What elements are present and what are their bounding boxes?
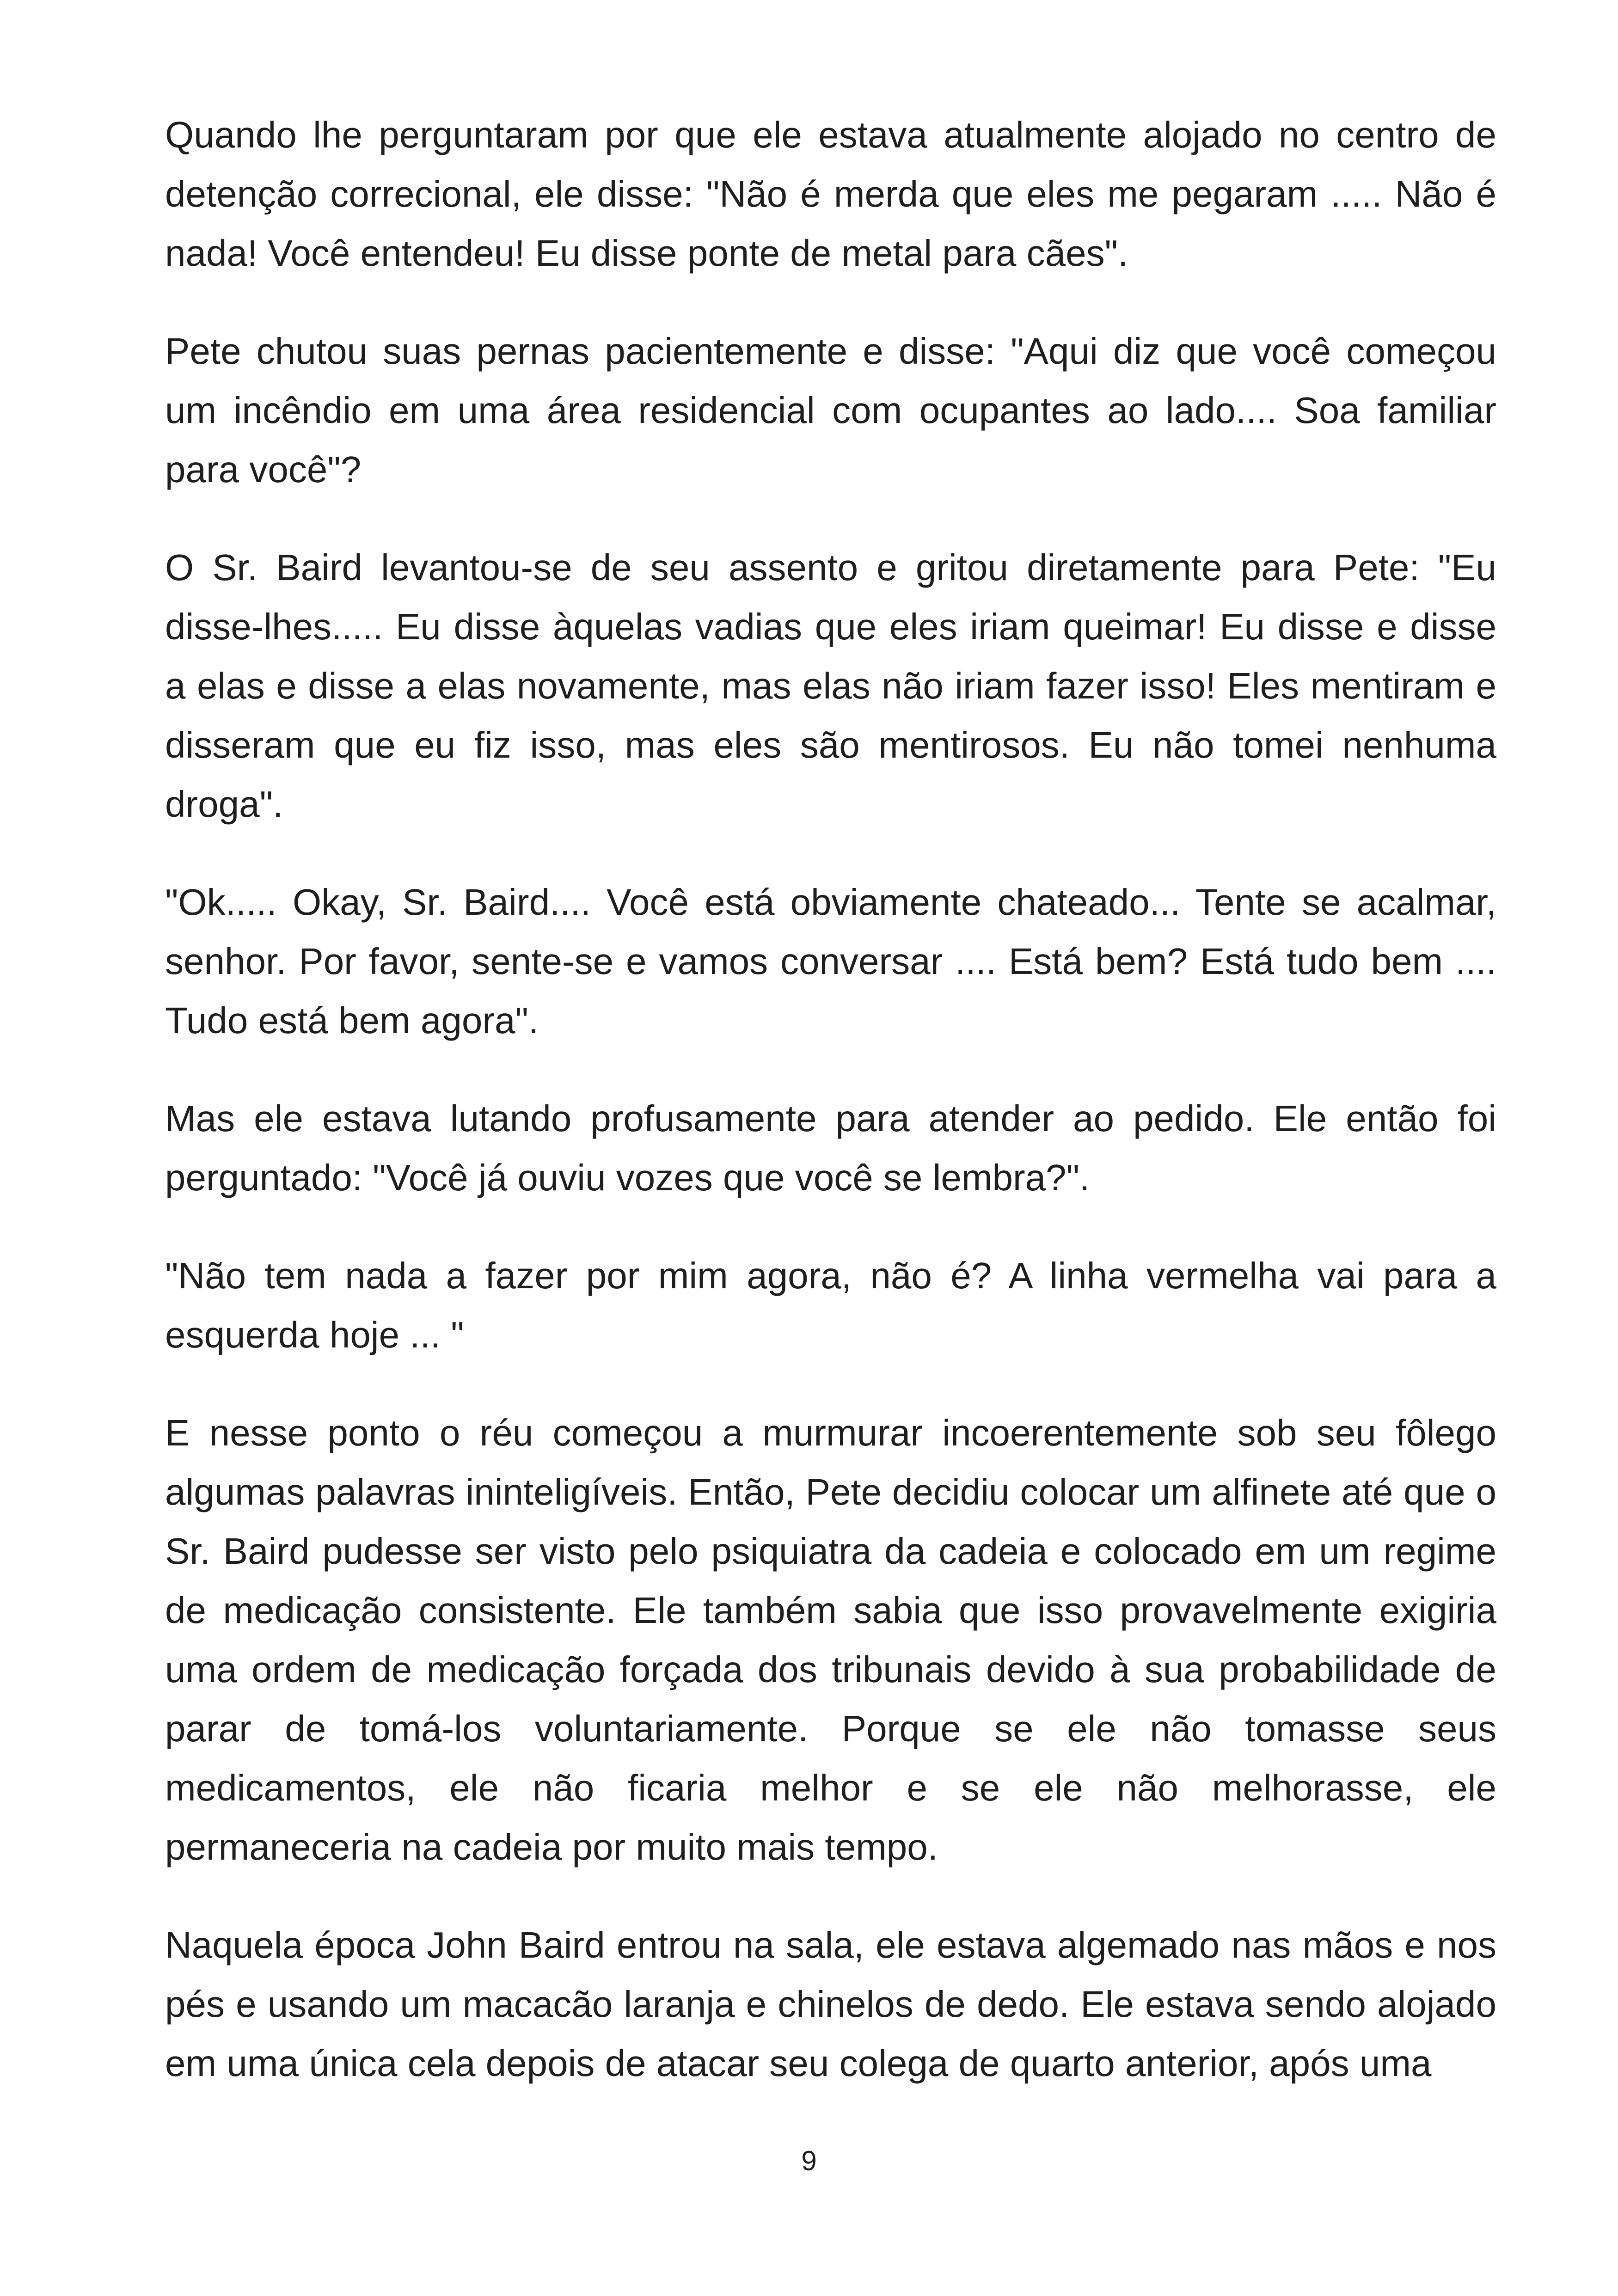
paragraph-5: Mas ele estava lutando profusamente para atender ao pedido. Ele então foi perguntado: "Você já ouviu vozes que você se lembra?".	[165, 1098, 1496, 1198]
page-number: 9	[801, 2145, 817, 2176]
paragraph-3: O Sr. Baird levantou-se de seu assento e gritou diretamente para Pete: "Eu disse-lhes..... Eu disse àquelas vadias que eles iriam queimar! Eu disse e disse a elas e disse a elas novamente, mas elas não iriam fazer isso! Eles mentiram e disseram que eu fiz isso, mas eles são mentirosos. Eu não tomei nenhuma droga".	[165, 547, 1496, 825]
paragraph-6: "Não tem nada a fazer por mim agora, não é? A linha vermelha vai para a esquerda hoje ... "	[165, 1255, 1496, 1355]
paragraph-2: Pete chutou suas pernas pacientemente e disse: "Aqui diz que você começou um incêndio em uma área residencial com ocupantes ao lado.... Soa familiar para você"?	[165, 331, 1496, 490]
body-text	[165, 105, 1496, 2132]
paragraph-7: E nesse ponto o réu começou a murmurar incoerentemente sob seu fôlego algumas palavras ininteligíveis. Então, Pete decidiu colocar um alfinete até que o Sr. Baird pudesse ser visto pelo psiquiatra da cadeia e colocado em um regime de medicação consistente. Ele também sabia que isso provavelmente exigiria uma ordem de medicação forçada dos tribunais devido à sua probabilidade de parar de tomá-los voluntariamente. Porque se ele não tomasse seus medicamentos, ele não ficaria melhor e se ele não melhorasse, ele permaneceria na cadeia por muito mais tempo.	[165, 1412, 1496, 1867]
paragraph-1: Quando lhe perguntaram por que ele estava atualmente alojado no centro de detenção correcional, ele disse: "Não é merda que eles me pegaram ..... Não é nada! Você entendeu! Eu disse ponte de metal para cães".	[165, 114, 1496, 274]
paragraph-4: "Ok..... Okay, Sr. Baird.... Você está obviamente chateado... Tente se acalmar, senhor. Por favor, sente-se e vamos conversar .... Está bem? Está tudo bem .... Tudo está bem agora".	[165, 882, 1496, 1041]
paragraph-8: Naquela época John Baird entrou na sala, ele estava algemado nas mãos e nos pés e usando um macacão laranja e chinelos de dedo. Ele estava sendo alojado em uma única cela depois de atacar seu colega de quarto anterior, após uma	[165, 1924, 1496, 2084]
